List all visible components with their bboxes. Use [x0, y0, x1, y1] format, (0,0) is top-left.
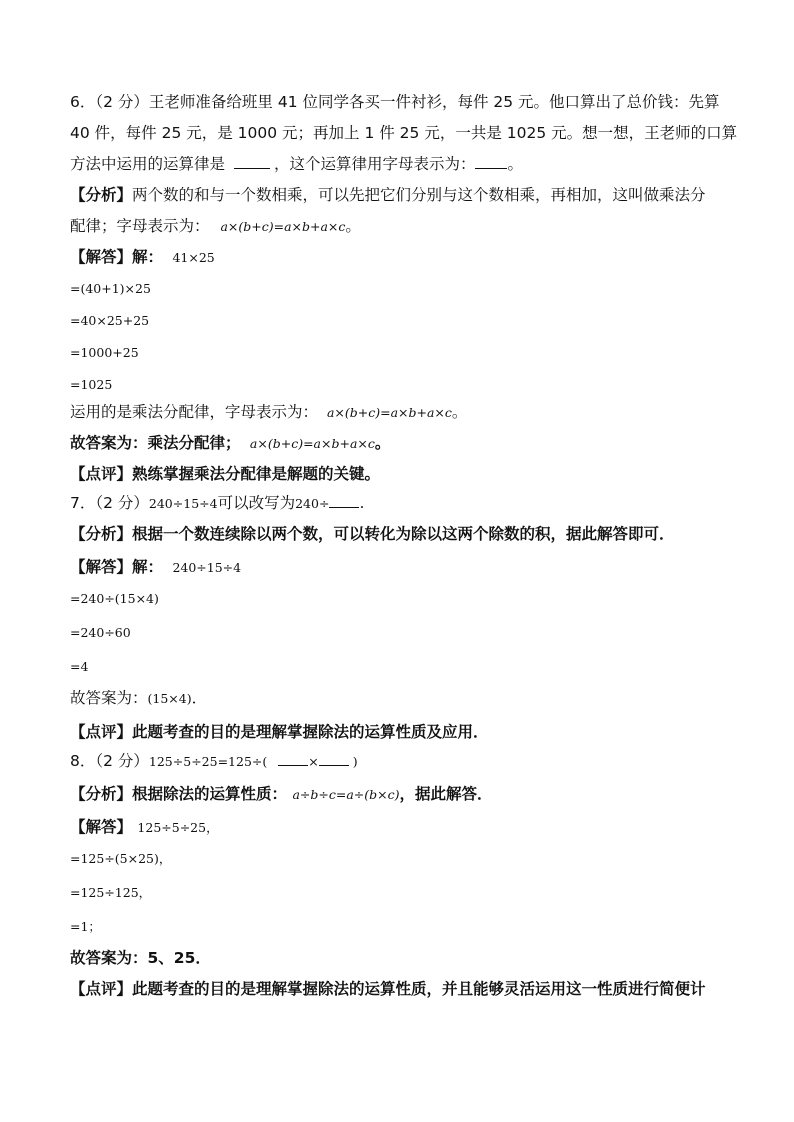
analysis-tag: 【分析】: [70, 785, 133, 803]
comment-tag: 【点评】: [70, 465, 133, 483]
q6-answer-formula: a×(b+c)=a×b+a×c: [249, 436, 375, 451]
q6-answer-text: 故答案为：乘法分配律；: [70, 434, 241, 452]
q6-comment-line: [70, 464, 725, 485]
q8-solution-line: [70, 817, 725, 838]
q6-use-period: 。: [451, 403, 468, 421]
q7-step-1: =240÷(15×4): [70, 591, 159, 606]
q7-mid: 可以改写为: [217, 494, 296, 512]
q8-expr: 125÷5÷25=125÷(: [148, 754, 268, 769]
q7-blank[interactable]: [329, 493, 359, 508]
q8-head: 8．（2 分）: [70, 752, 149, 770]
q6-use-formula: a×(b+c)=a×b+a×c: [326, 405, 452, 420]
q8-step-2: =125÷125，: [70, 885, 152, 900]
question-6: [70, 92, 738, 237]
analysis-tag: 【分析】: [70, 186, 133, 204]
q8-comment-line: [70, 979, 725, 1000]
comment-tag: 【点评】: [70, 980, 133, 998]
q6-formula: a×(b+c)=a×b+a×c: [220, 219, 346, 234]
q8-solution-expr: 125÷5÷25，: [137, 820, 219, 835]
q7-head: 7．（2 分）: [70, 494, 149, 512]
q6-analysis-line-1: [70, 185, 725, 206]
q8-times: ×: [308, 754, 319, 769]
q8-comment-text: 此题考查的目的是理解掌握除法的运算性质，并且能够灵活运用这一性质进行简便计: [132, 980, 706, 998]
q7-step-3: =4: [70, 659, 89, 674]
q6-use-line: [70, 402, 725, 423]
q6-step-2: =40×25+25: [70, 313, 150, 328]
q7-step-2: =240÷60: [70, 625, 131, 640]
document-page: [70, 92, 738, 1000]
q8-blank-1[interactable]: [278, 751, 308, 766]
q6-line-2: 40 件，每件 25 元，是 1000 元；再加上 1 件 25 元，一共是 1025 元。想一想，王老师的口算: [70, 124, 738, 142]
q8-blank-2[interactable]: [319, 751, 349, 766]
q8-answer-line: 故答案为：5、25．: [70, 949, 211, 967]
q8-analysis-b: ，据此解答．: [399, 785, 493, 803]
q6-period: 。: [345, 217, 361, 235]
q8-analysis-a: 根据除法的运算性质：: [132, 785, 288, 803]
q6-analysis-line-2: [70, 216, 725, 237]
q6-use-text: 运用的是乘法分配律，字母表示为：: [70, 403, 319, 421]
q7-solution-label: 解：: [132, 558, 164, 576]
q8-step-1: =125÷(5×25)，: [70, 851, 172, 866]
q6-line-3-text-b: ，这个运算律用字母表示为：: [273, 155, 476, 173]
q8-close: ): [352, 754, 358, 769]
q6-answer-period: 。: [374, 434, 391, 452]
q7-comment-line: [70, 722, 725, 743]
q8-line: [70, 751, 725, 772]
q7-solution-expr: 240÷15÷4: [172, 560, 242, 575]
q6-comment-text: 熟练掌握乘法分配律是解题的关键。: [132, 465, 381, 483]
q6-step-1: =(40+1)×25: [70, 281, 151, 296]
q7-answer-expr: (15×4): [147, 691, 192, 706]
q7-solution-line: [70, 557, 725, 578]
q6-line-1: 6．（2 分）王老师准备给班里 41 位同学各买一件衬衫，每件 25 元。他口算出了总价钱：先算: [70, 93, 720, 111]
q6-analysis-text-2: 配律；字母表示为：: [70, 217, 210, 235]
q7-line: [70, 493, 725, 514]
q6-analysis-text-1: 两个数的和与一个数相乘，可以先把它们分别与这个数相乘，再相加，这叫做乘法分: [132, 186, 706, 204]
analysis-tag: 【分析】: [70, 525, 133, 543]
q6-blank-2[interactable]: [475, 154, 507, 169]
q7-comment-text: 此题考查的目的是理解掌握除法的运算性质及应用．: [132, 723, 489, 741]
solution-tag: 【解答】: [70, 818, 133, 836]
q6-line-3-text-a: 方法中运用的运算律是: [70, 155, 226, 173]
q6-line-3: [70, 154, 725, 175]
q7-answer-line: [70, 688, 725, 709]
q7-answer-label: 故答案为：: [70, 689, 148, 707]
q6-answer-line: [70, 433, 725, 454]
q7-expr: 240÷15÷4: [148, 496, 218, 511]
q6-line-3-text-c: 。: [507, 155, 523, 173]
q6-solution-label: 解：: [132, 248, 164, 266]
q6-step-3: =1000+25: [70, 345, 139, 360]
q6-blank-1[interactable]: [234, 154, 270, 169]
q8-step-3: =1；: [70, 919, 101, 934]
solution-tag: 【解答】: [70, 248, 133, 266]
comment-tag: 【点评】: [70, 723, 133, 741]
q8-analysis-formula: a÷b÷c=a÷(b×c): [292, 787, 400, 802]
q6-step-4: =1025: [70, 377, 113, 392]
q7-analysis-text: 根据一个数连续除以两个数，可以转化为除以这两个除数的积，据此解答即可．: [132, 525, 675, 543]
q6-solution-expr: 41×25: [172, 250, 215, 265]
q7-analysis-line: [70, 524, 725, 545]
q7-expr2: 240÷: [295, 496, 330, 511]
q7-end: .: [359, 494, 365, 512]
q7-answer-end: ．: [191, 689, 208, 707]
q8-analysis-line: [70, 784, 725, 805]
q6-solution-line: [70, 247, 725, 268]
solution-tag: 【解答】: [70, 558, 133, 576]
